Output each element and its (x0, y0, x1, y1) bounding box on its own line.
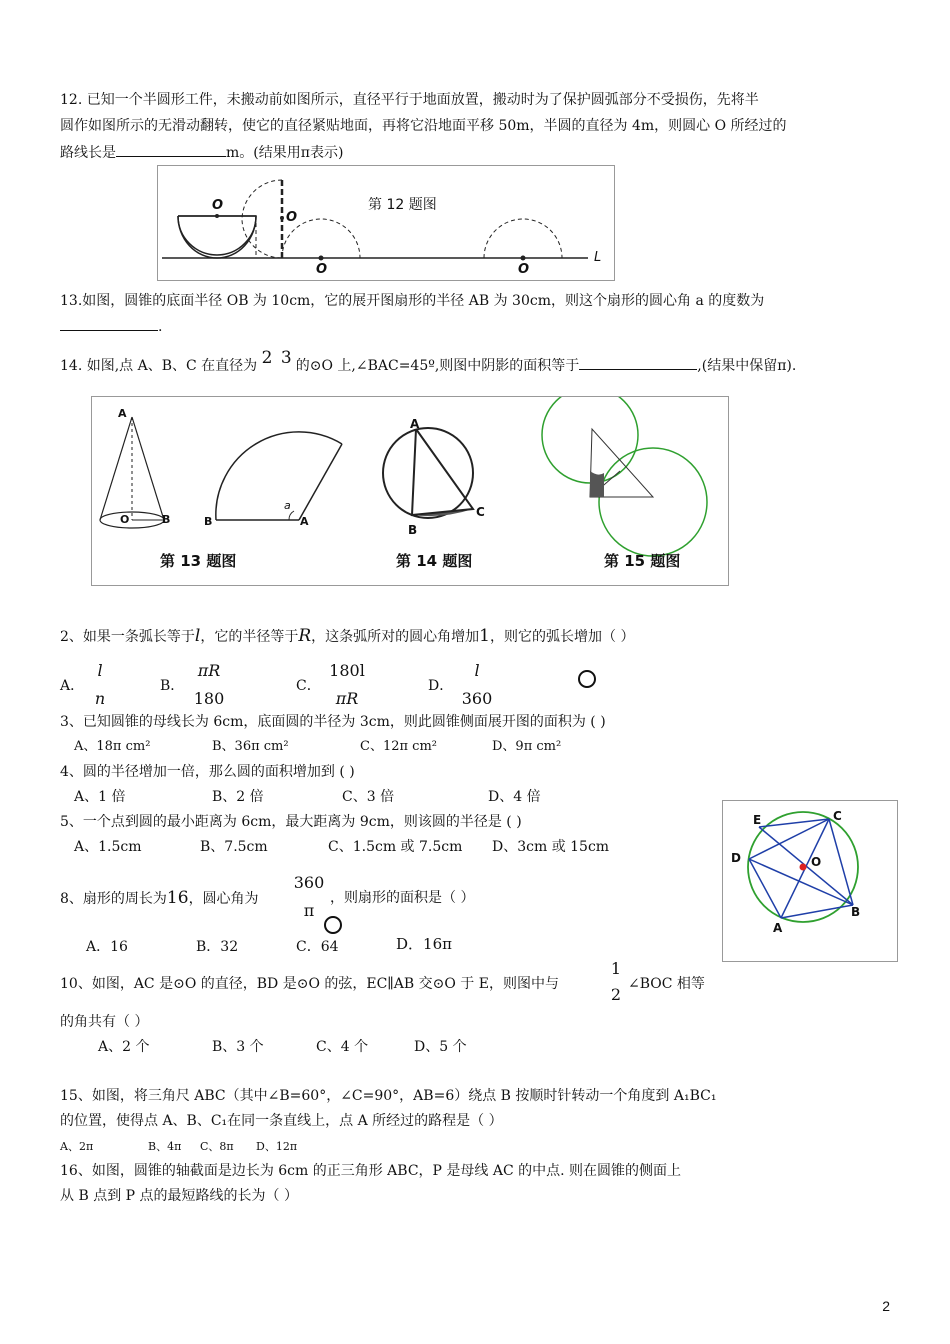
q5-opt-d: D、3cm 或 15cm (492, 839, 610, 855)
q2-text-b: ，它的半径等于 (200, 629, 299, 645)
q12-line2: 圆作如图所示的无滑动翻转，使它的直径紧贴地面，再将它沿地面平移 50m，半圆的直径为 4m，则圆心 O 所经过的 (60, 118, 787, 134)
figure-q12-svg (158, 166, 614, 280)
q15-opt-a: A、2π (60, 1140, 94, 1153)
q8-opt-d: D．16π (396, 935, 452, 953)
q8-opt-c: C．64 (296, 939, 339, 955)
q15-line1: 15、如图，将三角尺 ABC（其中∠B=60°，∠C=90°，AB=6）绕点 B 按顺时针转动一个角度到 A₁BC₁ (60, 1088, 717, 1104)
q15-opt-c: C、8π (200, 1140, 234, 1153)
fig10-b: B (851, 905, 861, 919)
fig10-o: O (811, 855, 822, 869)
q12-line3b: m。(结果用π表示) (226, 145, 344, 161)
q13-line2 (60, 316, 162, 337)
fig13-sector-a: A (300, 515, 309, 528)
q12-line3a: 路线长是 (60, 145, 116, 161)
q14-num1: 2 (261, 348, 273, 368)
center-o-flipped (319, 256, 324, 261)
semicircle-translated (484, 219, 562, 258)
page-number: 2 (882, 1298, 890, 1314)
q2-opt-b-num: πR (197, 661, 221, 680)
fig13-b: B (162, 513, 171, 526)
center-o-initial (215, 214, 219, 218)
q3-opt-d: D、9π cm² (492, 739, 562, 754)
q2-var-r: R (298, 626, 312, 646)
q12-line3 (60, 142, 343, 163)
fig13-sector-b: B (204, 515, 213, 528)
fig13-o: O (120, 513, 130, 526)
q13-line1: 13.如图，圆锥的底面半径 OB 为 10cm，它的展开图扇形的半径 AB 为 30cm，则这个扇形的圆心角 a 的度数为 (60, 293, 765, 309)
fig10-d: D (731, 851, 741, 865)
q4-opt-c: C、3 倍 (342, 789, 395, 805)
q8-opt-a: A．16 (86, 939, 128, 955)
center-o-rolling (280, 216, 284, 220)
q10-opt-d: D、5 个 (414, 1039, 467, 1055)
q3-opt-b: B、36π cm² (212, 739, 289, 754)
fig14-a: A (410, 417, 420, 431)
q3-stem: 3、已知圆锥的母线长为 6cm，底面圆的半径为 3cm，则此圆锥侧面展开图的面积为 ( ) (60, 714, 606, 730)
semicircle-initial-arc (178, 216, 256, 258)
q5-opt-a: A、1.5cm (74, 839, 142, 855)
q2-opt-d-label: D． (428, 678, 454, 694)
q5-stem: 5、一个点到圆的最小距离为 6cm，最大距离为 9cm，则该圆的半径是 ( ) (60, 814, 522, 830)
q2-circle-icon (576, 668, 598, 690)
q2-opt-a-num: l (97, 661, 103, 680)
q2-text-c: ，这条弧所对的圆心角增加 (311, 629, 480, 645)
figure-q12 (157, 165, 615, 281)
q3-opt-a: A、18π cm² (74, 739, 151, 754)
fig13-alpha: a (284, 499, 291, 512)
fig15-caption: 第 15 题图 (604, 552, 681, 570)
fig12-o4: O (518, 262, 530, 277)
fig12-o1: O (212, 198, 224, 213)
q14-mid: 的⊙O 上,∠BAC=45º,则图中阴影的面积等于 (295, 358, 580, 374)
fig14-caption: 第 14 题图 (396, 552, 473, 570)
q2-opt-a-den: n (94, 689, 106, 708)
q3-opt-c: C、12π cm² (360, 739, 437, 754)
q16-line2: 从 B 点到 P 点的最短路线的长为（ ） (60, 1188, 298, 1204)
q8-text-a: 8、扇形的周长为 (60, 891, 167, 907)
q4-stem: 4、圆的半径增加一倍，那么圆的面积增加到 ( ) (60, 764, 355, 780)
circle-q14-figure (383, 428, 473, 518)
q10-line2: 的角共有（ ） (60, 1014, 149, 1030)
q2-text-d: ，则它的弧长增加（ ） (490, 629, 635, 645)
q8-stem-a (60, 888, 259, 909)
fig14-b: B (408, 523, 418, 537)
q14-answer-blank (579, 355, 697, 370)
q15-line2: 的位置，使得点 A、B、C₁在同一条直线上，点 A 所经过的路程是（ ） (60, 1113, 503, 1129)
q14-num2: 3 (280, 348, 292, 368)
q2-var-l: l (194, 626, 201, 646)
q2-opt-d-num: l (474, 661, 480, 680)
q5-opt-c: C、1.5cm 或 7.5cm (328, 839, 463, 855)
q15-opt-b: B、4π (148, 1140, 182, 1153)
q10-opt-a: A、2 个 (98, 1039, 150, 1055)
q2-opt-c-num: 180l (329, 661, 365, 680)
q4-opt-d: D、4 倍 (488, 789, 541, 805)
rolling-arc (242, 180, 282, 258)
fig14-c: C (476, 505, 485, 519)
fig13-caption: 第 13 题图 (160, 552, 237, 570)
q10-text-a: 10、如图，AC 是⊙O 的直径，BD 是⊙O 的弦，EC∥AB 交⊙O 于 E，则图中与 (60, 976, 559, 992)
fig12-caption: 第 12 题图 (368, 197, 437, 213)
q12-answer-blank (116, 142, 226, 157)
q12-line1: 12. 已知一个半圆形工件，未搬动前如图所示，直径平行于地面放置，搬动时为了保护圆弧部分不受损伤，先将半 (60, 92, 759, 108)
fig10-c: C (833, 809, 842, 823)
q8-opt-b: B．32 (196, 939, 239, 955)
q2-opt-b-den: 180 (193, 689, 225, 708)
figures-13-14-15 (91, 396, 729, 586)
q14-suffix: ,(结果中保留π). (697, 358, 797, 374)
fig10-a: A (773, 921, 783, 935)
q2-stem (60, 626, 634, 647)
q13-answer-blank (60, 316, 158, 331)
circles-q15-figure (542, 397, 707, 556)
cone-figure (100, 417, 164, 528)
q8-text-c: ，则扇形的面积是（ ） (330, 890, 475, 906)
figure-q10 (722, 800, 898, 962)
q8-text-b: ，圆心角为 (188, 891, 259, 907)
q14-line (60, 348, 797, 376)
q10-text-b: ∠BOC 相等 (628, 976, 705, 992)
q2-opt-b-label: B． (160, 678, 185, 694)
q2-opt-d-den: 360 (461, 689, 493, 708)
q2-opt-a-label: A． (60, 678, 85, 694)
fig12-l: L (594, 250, 602, 265)
semicircle-initial (178, 216, 256, 255)
q13-end: . (158, 319, 163, 335)
q8-frac-den: π (303, 901, 315, 920)
q8-frac-num: 360 (293, 873, 325, 892)
q2-text-a: 2、如果一条弧长等于 (60, 629, 195, 645)
fig13-a: A (118, 407, 127, 420)
q5-opt-b: B、7.5cm (200, 839, 268, 855)
q2-num-one: 1 (479, 626, 490, 646)
q10-frac-num: 1 (610, 959, 622, 978)
q10-opt-b: B、3 个 (212, 1039, 264, 1055)
q8-num16: 16 (166, 888, 189, 908)
center-o-translated (521, 256, 526, 261)
figure-q10-svg (723, 801, 897, 961)
q4-opt-a: A、1 倍 (74, 789, 126, 805)
q8-circle-icon (322, 914, 344, 936)
q16-line1: 16、如图，圆锥的轴截面是边长为 6cm 的正三角形 ABC，P 是母线 AC 的中点. 则在圆锥的侧面上 (60, 1163, 682, 1179)
q15-opt-d: D、12π (256, 1140, 298, 1153)
q14-prefix: 14. 如图,点 A、B、C 在直径为 (60, 358, 258, 374)
q10-frac-den: 2 (610, 985, 622, 1004)
q4-opt-b: B、2 倍 (212, 789, 264, 805)
q2-opt-c-label: C． (296, 678, 321, 694)
fig12-o3: O (316, 262, 328, 277)
sector-figure (216, 432, 342, 520)
fig12-o2: O (286, 210, 298, 225)
fig10-e: E (753, 813, 762, 827)
q10-opt-c: C、4 个 (316, 1039, 369, 1055)
q2-opt-c-den: πR (335, 689, 359, 708)
